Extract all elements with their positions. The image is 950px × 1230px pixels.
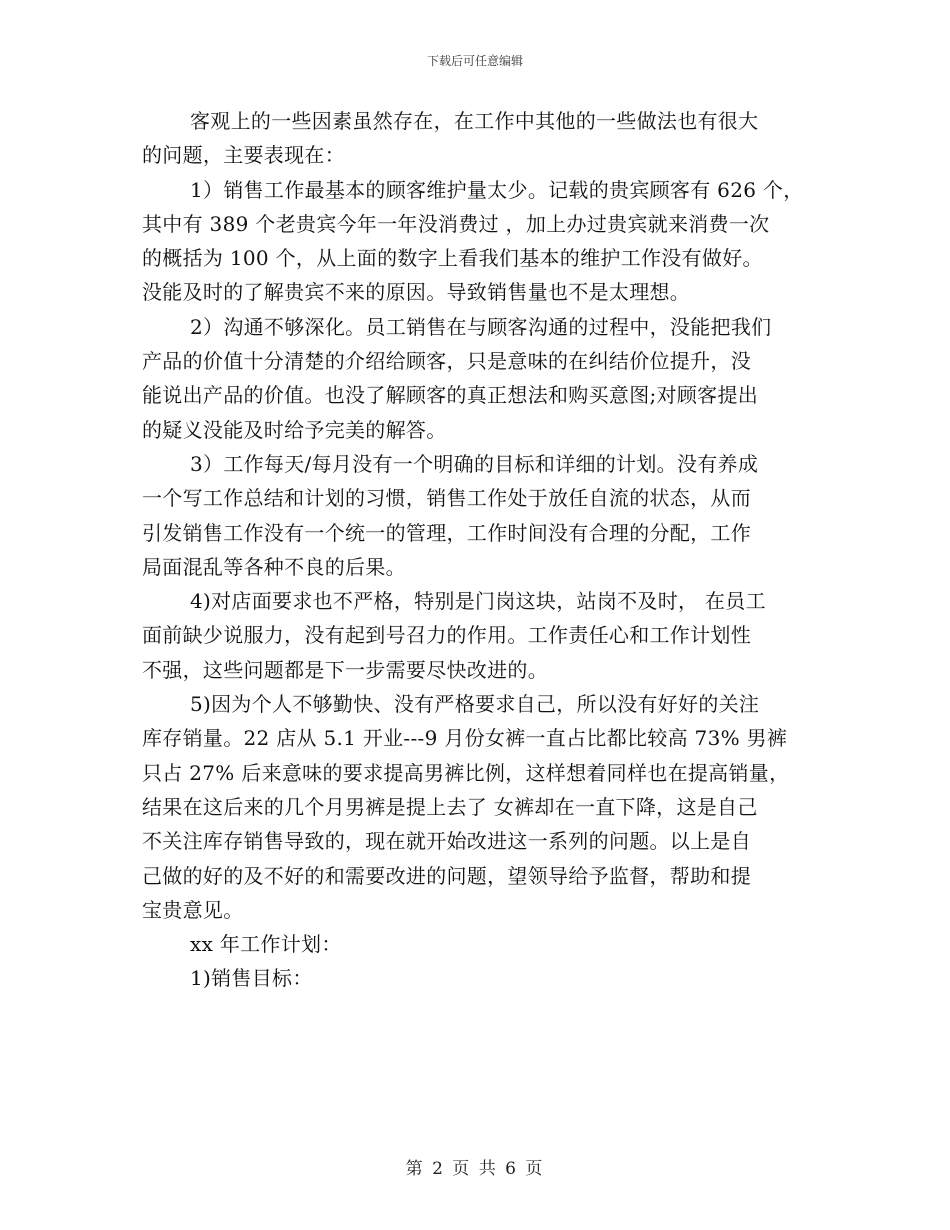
text-line: 1）销售工作最基本的顾客维护量太少。记载的贵宾顾客有 626 个， <box>190 177 804 202</box>
text-line: 其中有 389 个老贵宾今年一年没消费过 ，加上办过贵宾就来消费一次 <box>142 211 770 236</box>
text-line: 引发销售工作没有一个统一的管理，工作时间没有合理的分配，工作 <box>142 520 751 545</box>
text-line: 没能及时的了解贵宾不来的原因。导致销售量也不是太理想。 <box>142 280 691 305</box>
text-line: 5)因为个人不够勤快、没有严格要求自己，所以没有好好的关注 <box>190 692 760 717</box>
text-line: 局面混乱等各种不良的后果。 <box>142 554 406 579</box>
text-line: 不强，这些问题都是下一步需要尽快改进的。 <box>142 657 548 682</box>
text-line: 3）工作每天/每月没有一个明确的目标和详细的计划。没有养成 <box>190 451 759 476</box>
text-line: 的概括为 100 个，从上面的数字上看我们基本的维护工作没有做好。 <box>142 246 763 271</box>
text-line: 面前缺少说服力，没有起到号召力的作用。工作责任心和工作计划性 <box>142 623 751 648</box>
document-body <box>142 104 822 996</box>
text-line: 能说出产品的价值。也没了解顾客的真正想法和购买意图;对顾客提出 <box>142 383 759 408</box>
text-line: 客观上的一些因素虽然存在，在工作中其他的一些做法也有很大 <box>190 109 759 133</box>
text-line: 2）沟通不够深化。员工销售在与顾客沟通的过程中，没能把我们 <box>190 314 772 339</box>
text-line: 1)销售目标： <box>190 966 313 991</box>
text-line: 4)对店面要求也不严格，特别是门岗这块，站岗不及时， 在员工 <box>190 589 766 614</box>
text-line: 的疑义没能及时给予完美的解答。 <box>142 417 447 442</box>
text-line: 结果在这后来的几个月男裤是提上去了 女裤却在一直下降，这是自己 <box>142 794 758 819</box>
text-line: 宝贵意见。 <box>142 897 244 922</box>
page-footer: 第 2 页 共 6 页 <box>405 1159 545 1179</box>
text-line: 库存销量。22 店从 5.1 开业---9 月份女裤一直占比都比较高 73% 男裤 <box>142 726 788 751</box>
text-line: 己做的好的及不好的和需要改进的问题，望领导给予监督，帮助和提 <box>142 863 751 888</box>
text-line: 的问题，主要表现在： <box>142 143 345 168</box>
text-line: 只占 27% 后来意味的要求提高男裤比例，这样想着同样也在提高销量， <box>142 760 790 785</box>
text-line: 产品的价值十分清楚的介绍给顾客，只是意味的在纠结价位提升，没 <box>142 349 751 374</box>
text-line: 一个写工作总结和计划的习惯，销售工作处于放任自流的状态，从而 <box>142 486 751 511</box>
page-header: 下载后可任意编辑 <box>426 54 523 68</box>
text-line: 不关注库存销售导致的，现在就开始改进这一系列的问题。以上是自 <box>142 829 751 854</box>
text-line: xx 年工作计划： <box>190 932 342 957</box>
